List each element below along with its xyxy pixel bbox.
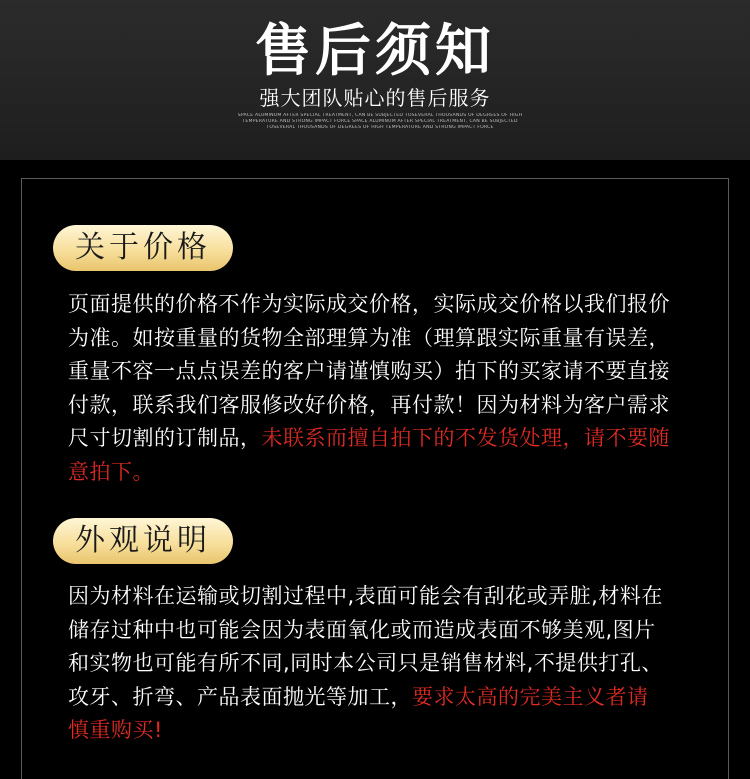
warning-text: 要求太高的完美主义者请 [412,684,649,709]
body-line: 攻牙、折弯、产品表面抛光等加工，要求太高的完美主义者请 [68,684,649,709]
section-heading-price: 关于价格 [53,225,233,271]
fine-print-line: TOSEVERAL THOUSANDS OF DEGREES OF HIGH TEMPERATURE AND STRONG IMPACT FORCE [266,125,494,130]
body-line: 尺寸切割的订制品，未联系而擅自拍下的不发货处理，请不要随 [68,426,670,451]
body-line: 为准。如按重量的货物全部理算为准（理算跟实际重量有误差， [68,325,670,350]
warning-text: 慎重购买! [68,718,163,743]
body-line: 和实物也可能有所不同,同时本公司只是销售材料,不提供打孔、 [68,651,663,676]
page-subtitle: 强大团队贴心的售后服务 [259,86,491,110]
section-body-price [68,288,708,490]
body-line: 付款，联系我们客服修改好价格，再付款！因为材料为客户需求 [68,392,670,417]
warning-text: 未联系而擅自拍下的不发货处理，请不要随 [261,426,670,451]
body-line: 储存过种中也可能会因为表面氧化或而造成表面不够美观,图片 [68,617,656,642]
body-line [68,456,708,490]
body-line: 页面提供的价格不作为实际成交价格，实际成交价格以我们报价 [68,292,670,316]
page-title: 售后须知 [255,19,495,84]
fine-print-line: TEMPERATURE AND STRONG IMPACT FORCE SPACE ALUMINUM AFTER SPECIAL TREATMENT, CAN BE SUBJECTED [242,119,518,124]
header-banner [0,0,750,160]
section-heading-appearance: 外观说明 [53,518,233,564]
body-line: 重量不容一点点误差的客户请谨慎购买）拍下的买家请不要直接 [68,359,670,384]
section-body-appearance [68,580,708,748]
warning-text: 意拍下。 [68,459,154,484]
fine-print-line: SPACE ALUMINUM AFTER SPECIAL TREATMENT, CAN BE SUBJECTED TOSEVERAL THOUSANDS OF DEGREES OF HIGH [237,113,523,118]
body-line: 因为材料在运输或切割过程中,表面可能会有刮花或弄脏,材料在 [68,584,663,608]
body-line [68,714,708,748]
